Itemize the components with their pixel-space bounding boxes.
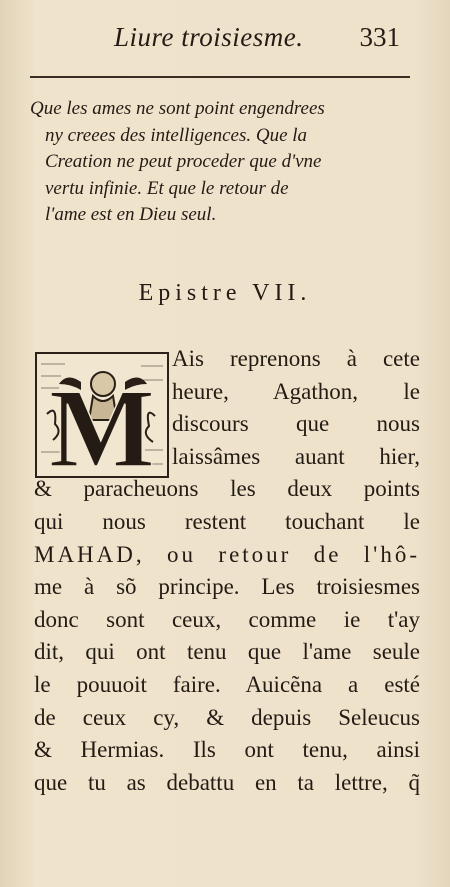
- body-text: [34, 343, 420, 799]
- summary-line: Creation ne peut proceder que d'vne: [45, 151, 322, 172]
- chapter-summary: [30, 96, 412, 229]
- body-line: dit, qui ont tenu que l'ame seule: [34, 639, 420, 665]
- header-rule: [30, 76, 410, 78]
- body-line: que tu as debattu en ta lettre, q̃: [34, 769, 420, 795]
- body-line: le pouuoit faire. Auicẽna a esté: [34, 671, 420, 697]
- summary-line: ny creees des intelligences. Que la: [45, 124, 308, 146]
- body-line: heure, Agathon, le: [172, 378, 420, 404]
- body-line: de ceux cy, & depuis Seleucus: [34, 704, 420, 730]
- body-line: laissâmes auant hier,: [172, 443, 420, 469]
- summary-line: l'ame est en Dieu seul.: [45, 204, 217, 225]
- body-line: discours que nous: [172, 411, 420, 437]
- body-line: MAHAD, ou retour de l'hô-: [34, 541, 420, 567]
- epistle-heading: Epistre VII.: [138, 280, 312, 306]
- body-line: & Hermias. Ils ont tenu, ainsi: [34, 737, 420, 763]
- running-head: [100, 22, 400, 58]
- body-line: qui nous restent touchant le: [34, 508, 420, 534]
- body-line: Ais reprenons à cete: [172, 346, 420, 371]
- summary-line: Que les ames ne sont point engendrees: [30, 98, 325, 119]
- body-line: donc sont ceux, comme ie t'ay: [34, 606, 420, 632]
- body-line: me à sõ principe. Les troisiesmes: [34, 574, 420, 600]
- summary-line: vertu infinie. Et que le retour de: [45, 177, 289, 199]
- body-line: & paracheuons les deux points: [34, 476, 420, 502]
- drop-cap-letter: M: [49, 367, 155, 476]
- running-title: Liure troisiesme.: [114, 22, 304, 52]
- page-number: 331: [359, 22, 400, 52]
